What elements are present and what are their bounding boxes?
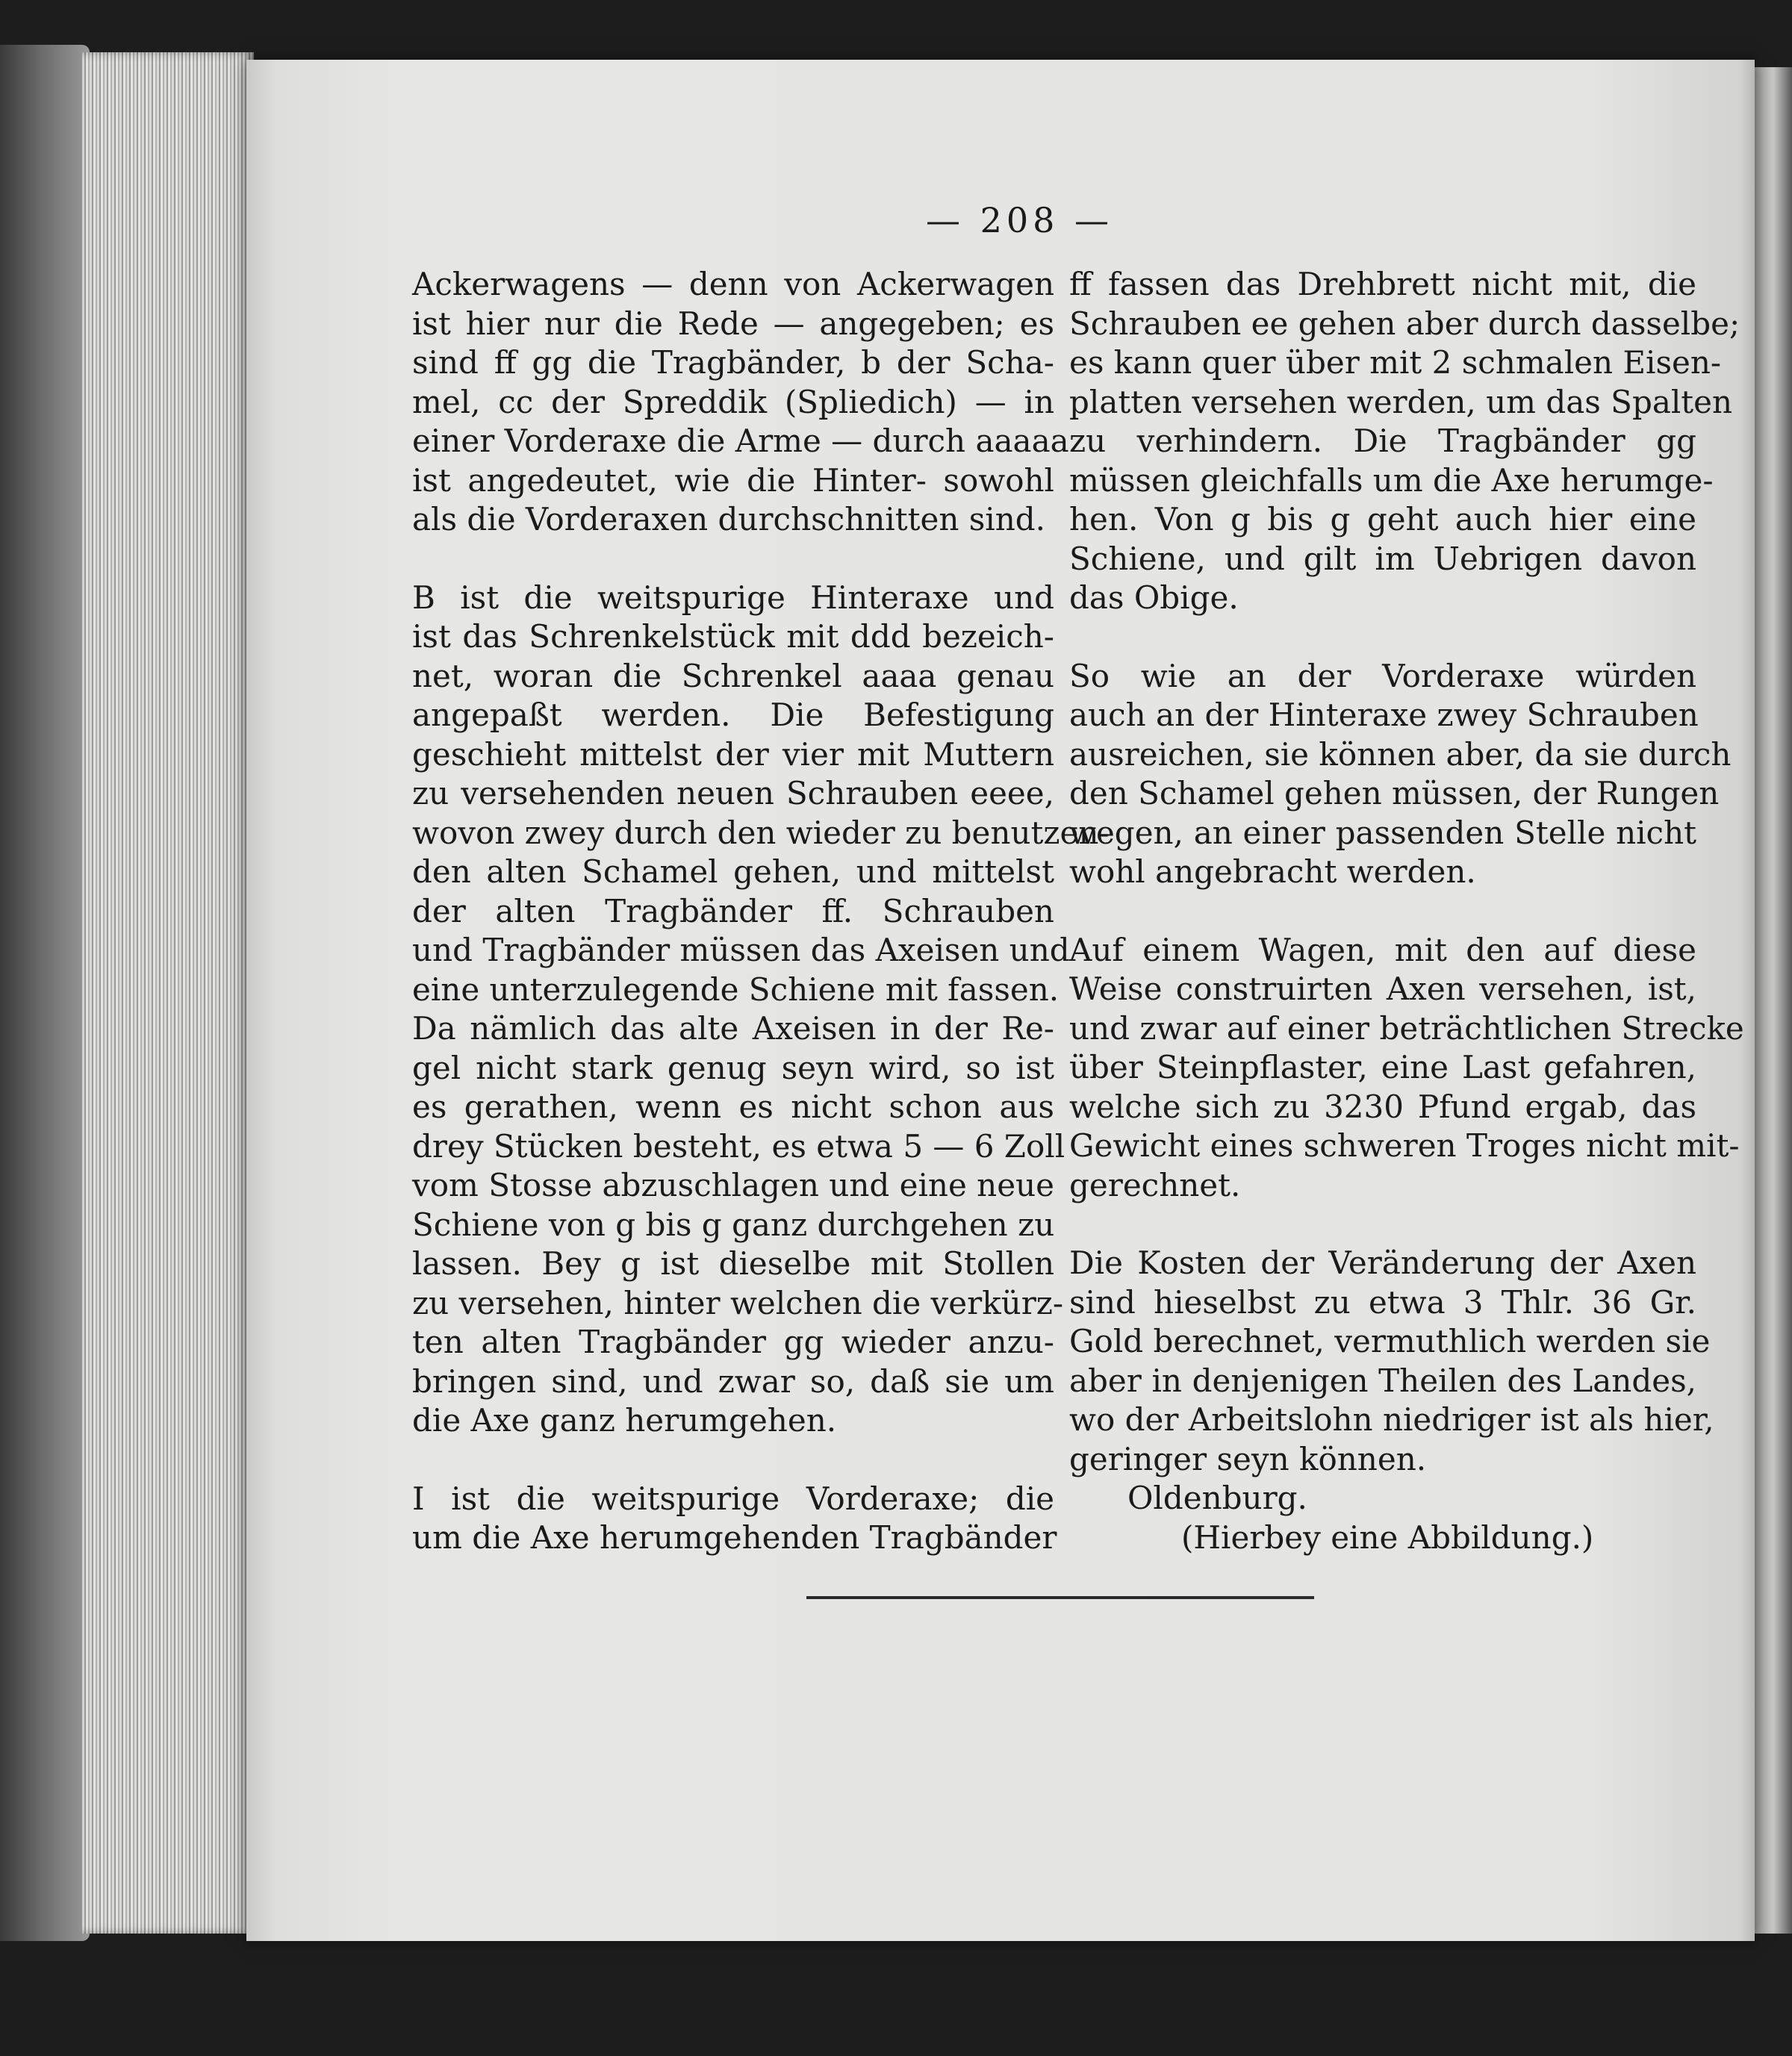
text-line: ist angedeutet, wie die Hinter- sowohl — [412, 461, 1054, 499]
text-line: geringer seyn können. — [1069, 1440, 1427, 1477]
text-line: wegen, an einer passenden Stelle nicht — [1069, 814, 1696, 851]
text-line: über Steinpflaster, eine Last gefahren, — [1069, 1049, 1696, 1085]
text-line: eine unterzulegende Schiene mit fassen. — [412, 971, 1060, 1008]
text-line: ff fassen das Drehbrett nicht mit, die — [1069, 266, 1696, 302]
text-line: Die Kosten der Veränderung der Axen — [1069, 1244, 1696, 1281]
text-line: ist hier nur die Rede — angegeben; es — [412, 305, 1054, 342]
text-line: den alten Schamel gehen, und mittelst — [412, 853, 1054, 890]
paragraph-gap — [1069, 892, 1696, 931]
text-line: ten alten Tragbänder gg wieder anzu- — [412, 1324, 1054, 1360]
text-line: wohl angebracht werden. — [1069, 853, 1476, 890]
text-line: lassen. Bey g ist dieselbe mit Stollen — [412, 1245, 1054, 1282]
text-line: als die Vorderaxen durchschnitten sind. — [412, 501, 1046, 538]
page-number-header: — 208 — — [926, 200, 1114, 240]
text-line: drey Stücken besteht, es etwa 5 — 6 Zoll — [412, 1127, 1065, 1165]
text-line: Weise construirten Axen versehen, ist, — [1069, 971, 1696, 1007]
place-signature: Oldenburg. — [1127, 1480, 1307, 1516]
text-line: Ackerwagens — denn von Ackerwagen — [412, 266, 1054, 302]
text-line: Gold berechnet, vermuthlich werden sie — [1069, 1323, 1711, 1359]
text-line: mel, cc der Spreddik (Spliedich) — in — [412, 383, 1054, 420]
text-line: Schiene von g bis g ganz durchgehen zu — [412, 1206, 1055, 1243]
plate-note: (Hierbey eine Abbildung.) — [1181, 1518, 1594, 1556]
text-line: Schiene, und gilt im Uebrigen davon — [1069, 540, 1696, 577]
paragraph-gap — [1069, 618, 1696, 657]
text-line: Da nämlich das alte Axeisen in der Re- — [412, 1010, 1054, 1047]
text-line: einer Vorderaxe die Arme — durch aaaaa — [412, 423, 1069, 459]
text-line: zu verhindern. Die Tragbänder gg — [1069, 423, 1696, 459]
text-line: die Axe ganz herumgehen. — [412, 1402, 837, 1439]
text-line: Schrauben ee gehen aber durch dasselbe; — [1069, 305, 1740, 342]
text-line: bringen sind, und zwar so, daß sie um — [412, 1362, 1054, 1400]
text-line: und zwar auf einer beträchtlichen Strecke — [1069, 1009, 1744, 1047]
text-line: sind ff gg die Tragbänder, b der Scha- — [412, 344, 1054, 381]
paragraph-gap — [1069, 1205, 1696, 1244]
text-line: ausreichen, sie können aber, da sie durch — [1069, 735, 1732, 773]
text-line: angepaßt werden. Die Befestigung — [412, 697, 1054, 733]
text-line: Gewicht eines schweren Troges nicht mit- — [1069, 1127, 1740, 1164]
text-line: der alten Tragbänder ff. Schrauben — [412, 892, 1054, 929]
text-line: sind hieselbst zu etwa 3 Thlr. 36 Gr. — [1069, 1283, 1696, 1321]
text-line: müssen gleichfalls um die Axe herumge- — [1069, 461, 1714, 499]
text-line: So wie an der Vorderaxe würden — [1069, 657, 1696, 694]
book-cover-edge — [0, 45, 90, 1941]
right-text-column — [1069, 265, 1744, 1557]
text-line: geschieht mittelst der vier mit Muttern — [412, 735, 1054, 773]
text-line: auch an der Hinteraxe zwey Schrauben — [1069, 697, 1699, 733]
text-line: es gerathen, wenn es nicht schon aus — [412, 1088, 1054, 1125]
text-line: vom Stosse abzuschlagen und eine neue — [412, 1167, 1054, 1203]
paragraph-gap — [412, 1441, 1054, 1480]
facing-page-edge — [1755, 67, 1792, 1934]
text-line: das Obige. — [1069, 579, 1239, 616]
text-line: zu versehenden neuen Schrauben eeee, — [412, 775, 1054, 812]
end-rule — [806, 1596, 1314, 1599]
text-line: aber in denjenigen Theilen des Landes, — [1069, 1362, 1696, 1399]
text-line: B ist die weitspurige Hinteraxe und — [412, 579, 1054, 616]
left-text-column — [412, 265, 1110, 1558]
text-line: den Schamel gehen müssen, der Rungen — [1069, 775, 1720, 812]
text-line: platten versehen werden, um das Spalten — [1069, 383, 1733, 420]
text-line: und Tragbänder müssen das Axeisen und — [412, 932, 1070, 968]
text-line: um die Axe herumgehenden Tragbänder — [412, 1519, 1057, 1556]
text-line: wovon zwey durch den wieder zu benutzen- — [412, 814, 1110, 851]
paragraph-gap — [412, 540, 1054, 579]
text-line: es kann quer über mit 2 schmalen Eisen- — [1069, 344, 1722, 381]
text-line: wo der Arbeitslohn niedriger ist als hier, — [1069, 1401, 1714, 1438]
text-line: Auf einem Wagen, mit den auf diese — [1069, 931, 1696, 968]
text-line: I ist die weitspurige Vorderaxe; die — [412, 1480, 1054, 1517]
text-line: welche sich zu 3230 Pfund ergab, das — [1069, 1088, 1696, 1125]
text-line: net, woran die Schrenkel aaaa genau — [412, 657, 1054, 694]
text-line: hen. Von g bis g geht auch hier eine — [1069, 501, 1696, 538]
text-line: zu versehen, hinter welchen die verkürz- — [412, 1284, 1064, 1321]
text-line: gel nicht stark genug seyn wird, so ist — [412, 1049, 1054, 1086]
text-line: gerechnet. — [1069, 1166, 1241, 1203]
page-stack-edges — [82, 52, 254, 1934]
text-line: ist das Schrenkelstück mit ddd bezeich- — [412, 618, 1054, 655]
